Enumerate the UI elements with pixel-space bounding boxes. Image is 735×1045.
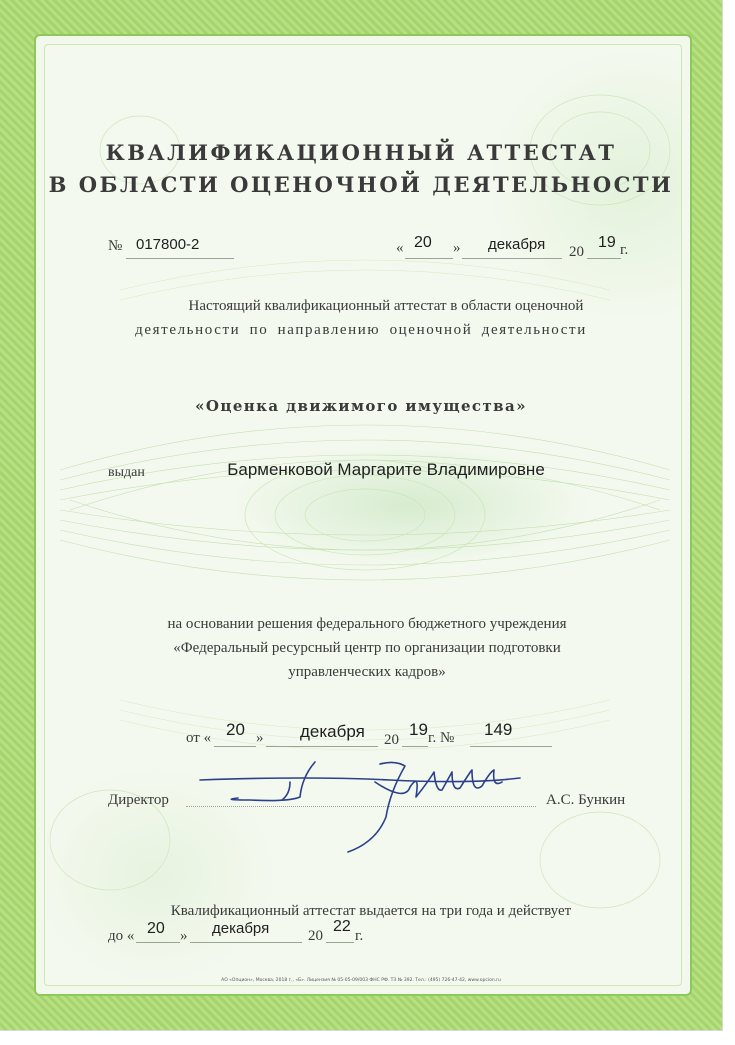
date-century: 20 xyxy=(569,244,584,260)
basis-line-3: управленческих кадров» xyxy=(288,664,446,680)
basis-line-1: на основании решения федерального бюджетного учреждения xyxy=(167,616,567,632)
assessment-direction: «Оценка движимого имущества» xyxy=(195,397,527,415)
title-line-1: КВАЛИФИКАЦИОННЫЙ АТТЕСТАТ xyxy=(105,140,617,165)
recipient-name: Барменковой Маргарите Владимировне xyxy=(227,460,545,479)
director-label: Директор xyxy=(108,792,169,808)
decision-prefix: от « xyxy=(186,730,212,746)
director-name: А.С. Бункин xyxy=(546,792,626,808)
until-year-underline xyxy=(326,942,354,943)
decision-year-suffix: г. № xyxy=(428,730,455,746)
decision-quote-close: » xyxy=(256,730,264,746)
date-month-underline xyxy=(462,258,562,259)
handwritten-signature xyxy=(190,742,530,857)
date-year: 19 xyxy=(598,234,616,251)
issued-label: выдан xyxy=(108,465,145,480)
until-century: 20 xyxy=(308,928,323,944)
until-day-underline xyxy=(136,942,180,943)
decision-day: 20 xyxy=(226,720,245,739)
until-year-suffix: г. xyxy=(355,928,364,944)
until-prefix: до « xyxy=(108,928,135,944)
until-month-underline xyxy=(190,942,302,943)
date-day-underline xyxy=(405,258,453,259)
date-year-underline xyxy=(587,258,621,259)
until-day: 20 xyxy=(147,920,165,937)
number-label: № xyxy=(108,238,123,254)
validity-line: Квалификационный аттестат выдается на три года и действует xyxy=(170,903,572,919)
certificate-number: 017800-2 xyxy=(136,236,200,253)
printer-footer: АО «Опцион», Москва, 2018 г., «Б». Лицензия № 05-05-09/003 ФНС РФ. ТЗ № 392. Тел.: (495) 726-47-42, www.opcion.ru xyxy=(221,978,501,983)
number-underline xyxy=(126,258,234,259)
intro-line-2: деятельности по направлению оценочной деятельности xyxy=(135,322,587,338)
decision-century: 20 xyxy=(384,732,399,748)
intro-line-1: Настоящий квалификационный аттестат в области оценочной xyxy=(188,298,584,314)
until-year: 22 xyxy=(333,918,351,935)
date-quote-close: » xyxy=(453,240,461,256)
decision-number: 149 xyxy=(484,720,513,739)
until-month: декабря xyxy=(212,920,270,937)
date-year-suffix: г. xyxy=(620,242,629,258)
title-line-2: В ОБЛАСТИ ОЦЕНОЧНОЙ ДЕЯТЕЛЬНОСТИ xyxy=(48,172,674,197)
date-day: 20 xyxy=(414,234,432,251)
decision-year: 19 xyxy=(409,720,428,739)
basis-line-2: «Федеральный ресурсный центр по организации подготовки xyxy=(173,640,561,656)
date-month: декабря xyxy=(488,236,546,253)
decision-month: декабря xyxy=(300,722,365,741)
until-quote-close: » xyxy=(180,928,188,944)
date-quote-open: « xyxy=(396,240,404,256)
